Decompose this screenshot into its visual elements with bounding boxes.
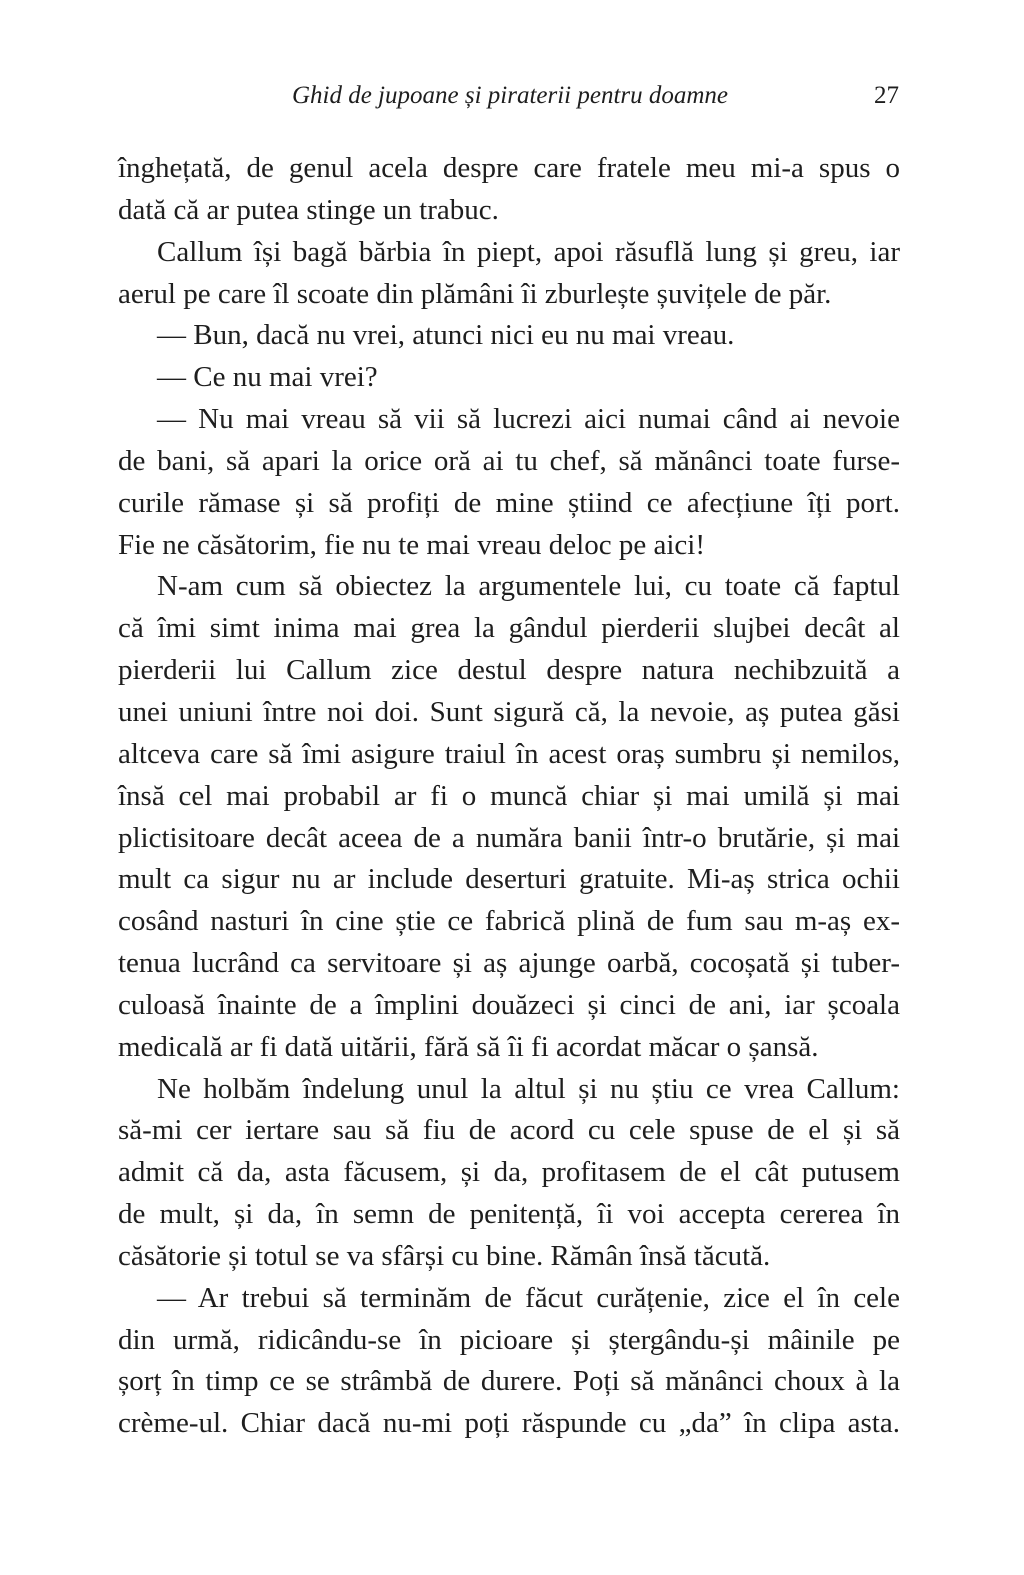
line-text: dată că ar putea stinge un trabuc. [118, 193, 499, 226]
paragraph [118, 232, 900, 316]
text-line [118, 608, 900, 650]
line-text: însă cel mai probabil ar fi o muncă chiar și mai umilă și mai [118, 779, 900, 812]
text-line [118, 1069, 900, 1111]
line-text: altceva care să îmi asigure traiul în acest oraș sumbru și nemilos, [118, 737, 900, 770]
text-line [118, 566, 900, 608]
text-line [118, 818, 900, 860]
paragraph [118, 357, 900, 399]
line-text: culoasă înainte de a împlini douăzeci și cinci de ani, iar școala [118, 988, 900, 1021]
line-text: de mult, și da, în semn de penitență, îi voi accepta cererea în [118, 1198, 900, 1231]
paragraph [118, 566, 900, 1068]
text-line [118, 985, 900, 1027]
line-text: Ne holbăm îndelung unul la altul și nu știu ce vrea Callum: [157, 1072, 900, 1105]
line-text: șorț în timp ce se strâmbă de durere. Poți să mănânci choux à la [118, 1365, 900, 1398]
line-text: de bani, să apari la orice oră ai tu chef, să mănânci toate furse- [118, 444, 900, 477]
line-text: din urmă, ridicându-se în picioare și ștergându-și mâinile pe [118, 1323, 900, 1356]
text-line [118, 315, 900, 357]
line-text: cosând nasturi în cine știe ce fabrică plină de fum sau m-aș ex- [118, 905, 900, 938]
text-line [118, 859, 900, 901]
line-text: că îmi simt inima mai grea la gândul pierderii slujbei decât al [118, 612, 900, 645]
line-text: căsătorie și totul se va sfârși cu bine. Rămân însă tăcută. [118, 1239, 771, 1272]
text-line [118, 901, 900, 943]
line-text: crème-ul. Chiar dacă nu-mi poți răspunde cu „da” în clipa asta. [118, 1407, 900, 1440]
line-text: plictisitoare decât aceea de a număra banii într-o brutărie, și mai [118, 821, 900, 854]
text-line [118, 1320, 900, 1362]
line-text: N-am cum să obiectez la argumentele lui, cu toate că faptul [157, 570, 900, 603]
text-line [118, 357, 900, 399]
line-text: tenua lucrând ca servitoare și aș ajunge oarbă, cocoșată și tuber- [118, 947, 900, 980]
line-text: mult ca sigur nu ar include deserturi gratuite. Mi-aș strica ochii [118, 863, 900, 896]
line-text: să-mi cer iertare sau să fiu de acord cu cele spuse de el și să [118, 1114, 900, 1147]
text-line [118, 1403, 900, 1445]
line-text: — Ce nu mai vrei? [157, 361, 378, 394]
book-title-header: Ghid de jupoane și piraterii pentru doamne [291, 82, 729, 109]
text-line [118, 1152, 900, 1194]
line-text: — Bun, dacă nu vrei, atunci nici eu nu mai vreau. [157, 319, 735, 352]
text-line [118, 1194, 900, 1236]
text-line [118, 943, 900, 985]
paragraph [118, 399, 900, 566]
paragraph [118, 315, 900, 357]
text-line [118, 148, 900, 190]
line-text: unei uniuni între noi doi. Sunt sigură că, la nevoie, aș putea găsi [118, 695, 900, 728]
text-line [118, 734, 900, 776]
line-text: medicală ar fi dată uitării, fără să îi fi acordat măcar o șansă. [118, 1030, 819, 1063]
text-line [118, 399, 900, 441]
line-text: Fie ne căsătorim, fie nu te mai vreau deloc pe aici! [118, 528, 705, 561]
line-text: — Ar trebui să terminăm de făcut curățenie, zice el în cele [157, 1281, 900, 1314]
text-line [118, 274, 900, 316]
text-line [118, 1236, 900, 1278]
paragraph [118, 1278, 900, 1445]
paragraph [118, 148, 900, 232]
line-text: admit că da, asta făcusem, și da, profitasem de el cât putusem [118, 1156, 900, 1189]
text-line [118, 692, 900, 734]
text-line [118, 776, 900, 818]
text-line [118, 232, 900, 274]
text-line [118, 1110, 900, 1152]
text-line [118, 525, 900, 567]
text-line [118, 1361, 900, 1403]
line-text: — Nu mai vreau să vii să lucrezi aici numai când ai nevoie [157, 403, 900, 436]
line-text: aerul pe care îl scoate din plămâni îi zburlește șuvițele de păr. [118, 277, 832, 310]
text-line [118, 441, 900, 483]
line-text: curile rămase și să profiți de mine știind ce afecțiune îți port. [118, 486, 900, 519]
line-text: înghețată, de genul acela despre care fratele meu mi-a spus o [118, 152, 900, 184]
line-text: pierderii lui Callum zice destul despre natura nechibzuită a [118, 654, 900, 687]
page-number: 27 [874, 82, 899, 109]
body-text [118, 148, 900, 1445]
text-line [118, 483, 900, 525]
line-text: Callum își bagă bărbia în piept, apoi răsuflă lung și greu, iar [157, 235, 900, 268]
paragraph [118, 1069, 900, 1278]
text-line [118, 1278, 900, 1320]
text-line [118, 1027, 900, 1069]
text-line [118, 650, 900, 692]
text-line [118, 190, 900, 232]
